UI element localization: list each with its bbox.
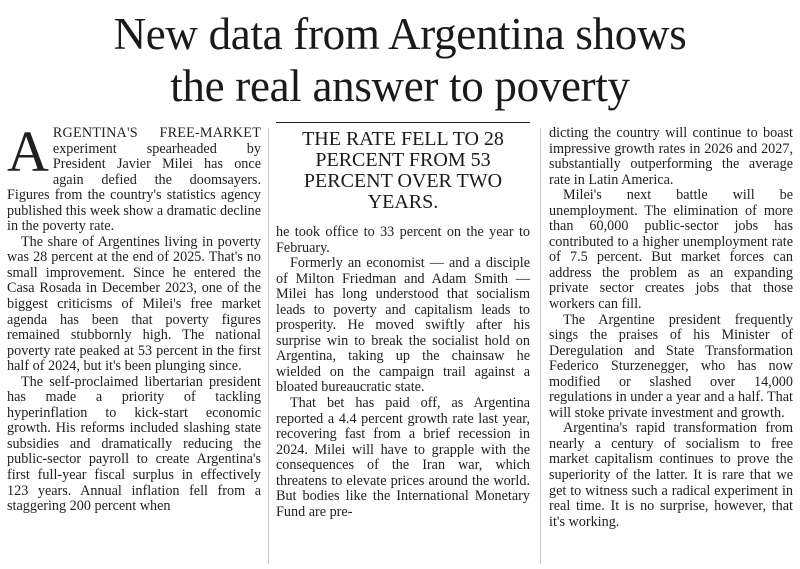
- paragraph-6: Milei's next battle will be unemployment. The elimination of more than 60,000 public-sector jobs has contributed to a higher unemployment rate of 7.5 percent. But market forces can address the problem as an expanding private sector creates jobs that those workers can fill.: [549, 187, 793, 313]
- column-rule-1: [268, 128, 269, 564]
- paragraph-3: The self-proclaimed libertarian president has made a priority of tackling hyperinflation to kick-start economic growth. His reforms included slashing state subsidies and dramatically reducing the public-sector payroll to create Argentina's first full-year fiscal surplus in effectively 123 years. Annual inflation fell from a staggering 200 percent when: [7, 373, 261, 515]
- lead-in-caps: RGENTINA'S FREE-MARKET: [52, 125, 261, 141]
- headline: [0, 8, 800, 112]
- article-column-3: [549, 126, 793, 530]
- paragraph-5-continued: dicting the country will continue to boast impressive growth rates in 2026 and 2027, substantially outperforming the average rate in Latin America.: [549, 125, 793, 188]
- pull-quote: THE RATE FELL TO 28 PERCENT FROM 53 PERCENT OVER TWO YEARS.: [276, 122, 530, 213]
- article-column-2: [276, 122, 530, 520]
- paragraph-5: That bet has paid off, as Argentina reported a 4.4 percent growth rate last year, recovering fast from a brief recession in 2024. Milei will have to grapple with the consequences of the Iran war, which threatens to elevate prices around the world. But bodies like the International Monetary Fund are pre-: [276, 395, 530, 520]
- paragraph-8: Argentina's rapid transformation from nearly a century of socialism to free market capitalism continues to prove the superiority of the latter. It is rare that we get to witness such a radical experiment in real time. It is no surprise, however, that it's working.: [549, 420, 793, 530]
- headline-line-1: New data from Argentina shows: [113, 9, 687, 59]
- article-column-1: [7, 119, 261, 515]
- paragraph-1: [7, 119, 261, 235]
- paragraph-2: The share of Argentines living in poverty was 28 percent at the end of 2025. That's no small improvement. Since he entered the Casa Rosada in December 2023, one of the biggest criticisms of Milei's free market agenda has been that poverty figures remained stubbornly high. The national poverty rate peaked at 53 percent in the first half of 2024, but it's been plunging since.: [7, 233, 261, 375]
- paragraph-7: The Argentine president frequently sings the praises of his Minister of Deregulation and State Transformation Federico Sturzenegger, who has now modified or slashed over 14,000 regulations in under a year and a half. That will stoke private investment and growth.: [549, 311, 793, 421]
- paragraph-1-text: experiment spearheaded by President Javier Milei has once again defied the doomsayers. Figures from the country's statistics agency published this week show a dramatic decline in the poverty rate.: [7, 140, 261, 235]
- column-rule-2: [540, 128, 541, 564]
- paragraph-4: Formerly an economist — and a disciple of Milton Friedman and Adam Smith — Milei has long understood that socialism leads to poverty and capitalism leads to prosperity. He moved swiftly after his surprise win to break the socialist hold on Argentina, taking up the chainsaw he wielded on the campaign trail against a bloated bureaucratic state.: [276, 255, 530, 396]
- paragraph-3-continued: he took office to 33 percent on the year to February.: [276, 224, 530, 256]
- drop-cap: A: [7, 119, 49, 184]
- headline-line-2: the real answer to poverty: [170, 61, 630, 111]
